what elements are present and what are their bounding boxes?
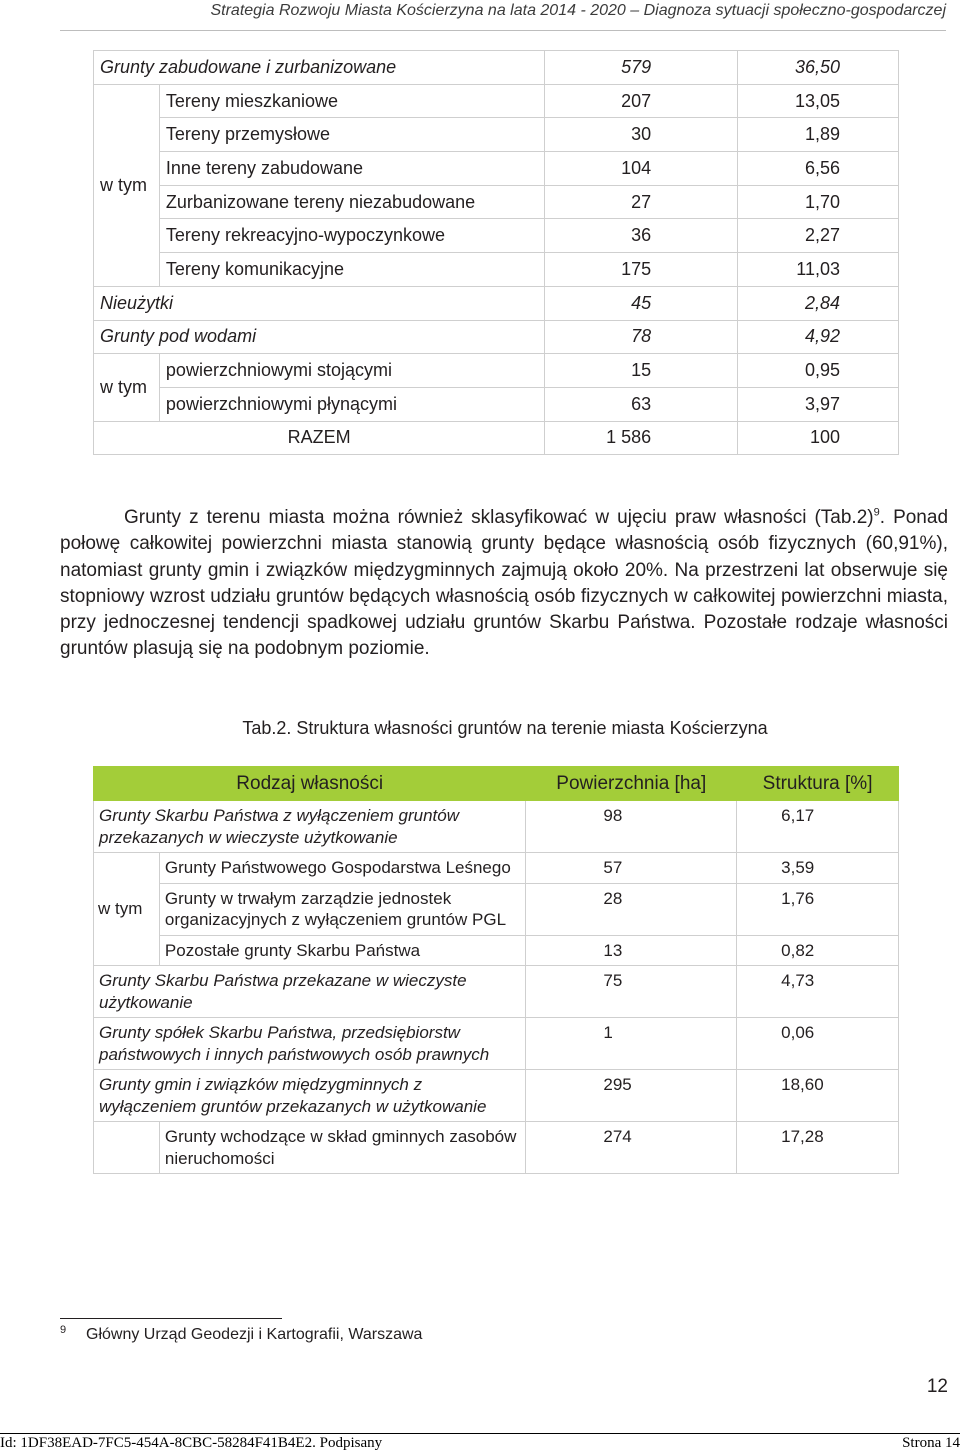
row-label: Grunty pod wodami xyxy=(94,320,545,354)
share-value: 1,76 xyxy=(737,883,899,935)
area-value: 1 xyxy=(526,1018,737,1070)
row-label: Pozostałe grunty Skarbu Państwa xyxy=(159,935,525,966)
total-area-value: 1 586 xyxy=(545,421,738,455)
in-which-label: w tym xyxy=(94,853,160,966)
share-value: 4,73 xyxy=(737,966,899,1018)
row-label: Inne tereny zabudowane xyxy=(159,152,544,186)
table-row xyxy=(94,801,899,853)
area-value: 13 xyxy=(526,935,737,966)
in-which-label: w tym xyxy=(94,84,160,286)
total-label: RAZEM xyxy=(94,421,545,455)
page-label: Strona 14 xyxy=(902,1435,960,1451)
share-value: 11,03 xyxy=(738,253,899,287)
share-value: 0,95 xyxy=(738,354,899,388)
row-label: Grunty spółek Skarbu Państwa, przedsiębiorstw państwowych i innych państwowych osób prawnych xyxy=(94,1018,526,1070)
table-row xyxy=(94,853,899,884)
empty-cell xyxy=(94,1122,160,1174)
share-value: 2,27 xyxy=(738,219,899,253)
footnote-number: 9 xyxy=(60,1324,67,1336)
area-value: 98 xyxy=(526,801,737,853)
footnote-rule xyxy=(60,1318,282,1319)
area-value: 78 xyxy=(545,320,738,354)
row-label: Grunty Skarbu Państwa z wyłączeniem gruntów przekazanych w wieczyste użytkowanie xyxy=(94,801,526,853)
area-value: 15 xyxy=(545,354,738,388)
row-label: Grunty Państwowego Gospodarstwa Leśnego xyxy=(159,853,525,884)
total-share-value: 100 xyxy=(738,421,899,455)
header-share: Struktura [%] xyxy=(737,767,899,801)
table-row xyxy=(94,354,899,388)
share-value: 18,60 xyxy=(737,1070,899,1122)
running-header: Strategia Rozwoju Miasta Kościerzyna na lata 2014 - 2020 – Diagnoza sytuacji społeczno-gospodarczej xyxy=(210,2,946,19)
row-label: Tereny komunikacyjne xyxy=(159,253,544,287)
row-label: Zurbanizowane tereny niezabudowane xyxy=(159,185,544,219)
paragraph-text-1: Grunty z terenu miasta można również sklasyfikować w ujęciu praw własności (Tab.2) xyxy=(124,507,874,528)
ownership-table xyxy=(93,766,899,1174)
area-value: 36 xyxy=(545,219,738,253)
table-row xyxy=(94,51,899,85)
row-label: Tereny rekreacyjno-wypoczynkowe xyxy=(159,219,544,253)
area-value: 57 xyxy=(526,853,737,884)
share-value: 4,92 xyxy=(738,320,899,354)
table-row xyxy=(94,152,899,186)
share-value: 13,05 xyxy=(738,84,899,118)
table-caption: Tab.2. Struktura własności gruntów na terenie miasta Kościerzyna xyxy=(242,718,768,738)
row-label: Grunty wchodzące w skład gminnych zasobów nieruchomości xyxy=(159,1122,525,1174)
footnote-ref: 9 xyxy=(873,506,880,519)
table-row xyxy=(94,253,899,287)
table-header-row xyxy=(94,767,899,801)
share-value: 2,84 xyxy=(738,286,899,320)
body-paragraph xyxy=(60,505,948,663)
area-value: 75 xyxy=(526,966,737,1018)
row-label: Grunty gmin i związków międzygminnych z wyłączeniem gruntów przekazanych w użytkowanie xyxy=(94,1070,526,1122)
row-label: Grunty zabudowane i zurbanizowane xyxy=(94,51,545,85)
header-type: Rodzaj własności xyxy=(94,767,526,801)
area-value: 295 xyxy=(526,1070,737,1122)
area-value: 45 xyxy=(545,286,738,320)
document-footer xyxy=(0,1433,960,1453)
document-id: Id: 1DF38EAD-7FC5-454A-8CBC-58284F41B4E2. Podpisany xyxy=(0,1435,383,1451)
share-value: 6,56 xyxy=(738,152,899,186)
table-row xyxy=(94,1122,899,1174)
table-row xyxy=(94,935,899,966)
row-label: Tereny przemysłowe xyxy=(159,118,544,152)
share-value: 3,97 xyxy=(738,387,899,421)
row-label: Grunty Skarbu Państwa przekazane w wieczyste użytkowanie xyxy=(94,966,526,1018)
area-value: 104 xyxy=(545,152,738,186)
share-value: 0,06 xyxy=(737,1018,899,1070)
total-row xyxy=(94,421,899,455)
in-which-label: w tym xyxy=(94,354,160,421)
share-value: 36,50 xyxy=(738,51,899,85)
row-label: Nieużytki xyxy=(94,286,545,320)
table-row xyxy=(94,966,899,1018)
table-row xyxy=(94,1070,899,1122)
share-value: 3,59 xyxy=(737,853,899,884)
area-value: 579 xyxy=(545,51,738,85)
table-row xyxy=(94,320,899,354)
row-label: Grunty w trwałym zarządzie jednostek organizacyjnych z wyłączeniem gruntów PGL xyxy=(159,883,525,935)
share-value: 1,89 xyxy=(738,118,899,152)
area-value: 207 xyxy=(545,84,738,118)
table-row xyxy=(94,387,899,421)
paragraph-text-2: . Ponad połowę całkowitej powierzchni miasta stanowią grunty będące własnością osób fizycznych (60,91%), natomiast grunty gmin i związków międzygminnych zajmują około 20%. Na przestrzeni lat obserwuje się stopniowy wzrost udziału gruntów będących własnością osób fizycznych w całkowitej powierzchni miasta, przy jednoczesnej tendencji spadkowej udziału gruntów Skarbu Państwa. Pozostałe rodzaje własności gruntów plasują się na podobnym poziomie. xyxy=(60,507,949,660)
area-value: 30 xyxy=(545,118,738,152)
table-row xyxy=(94,185,899,219)
table-row xyxy=(94,118,899,152)
table-row xyxy=(94,84,899,118)
table-row xyxy=(94,883,899,935)
share-value: 17,28 xyxy=(737,1122,899,1174)
page-number: 12 xyxy=(926,1376,948,1397)
header-area: Powierzchnia [ha] xyxy=(526,767,737,801)
footnote-text: Główny Urząd Geodezji i Kartografii, Warszawa xyxy=(86,1326,423,1343)
area-value: 28 xyxy=(526,883,737,935)
share-value: 1,70 xyxy=(738,185,899,219)
row-label: Tereny mieszkaniowe xyxy=(159,84,544,118)
land-use-table xyxy=(93,50,899,455)
area-value: 27 xyxy=(545,185,738,219)
header-rule xyxy=(60,30,946,31)
row-label: powierzchniowymi płynącymi xyxy=(159,387,544,421)
table-row xyxy=(94,219,899,253)
table-row xyxy=(94,286,899,320)
share-value: 0,82 xyxy=(737,935,899,966)
area-value: 63 xyxy=(545,387,738,421)
row-label: powierzchniowymi stojącymi xyxy=(159,354,544,388)
area-value: 274 xyxy=(526,1122,737,1174)
area-value: 175 xyxy=(545,253,738,287)
footer-rule xyxy=(0,1433,960,1434)
table-row xyxy=(94,1018,899,1070)
share-value: 6,17 xyxy=(737,801,899,853)
